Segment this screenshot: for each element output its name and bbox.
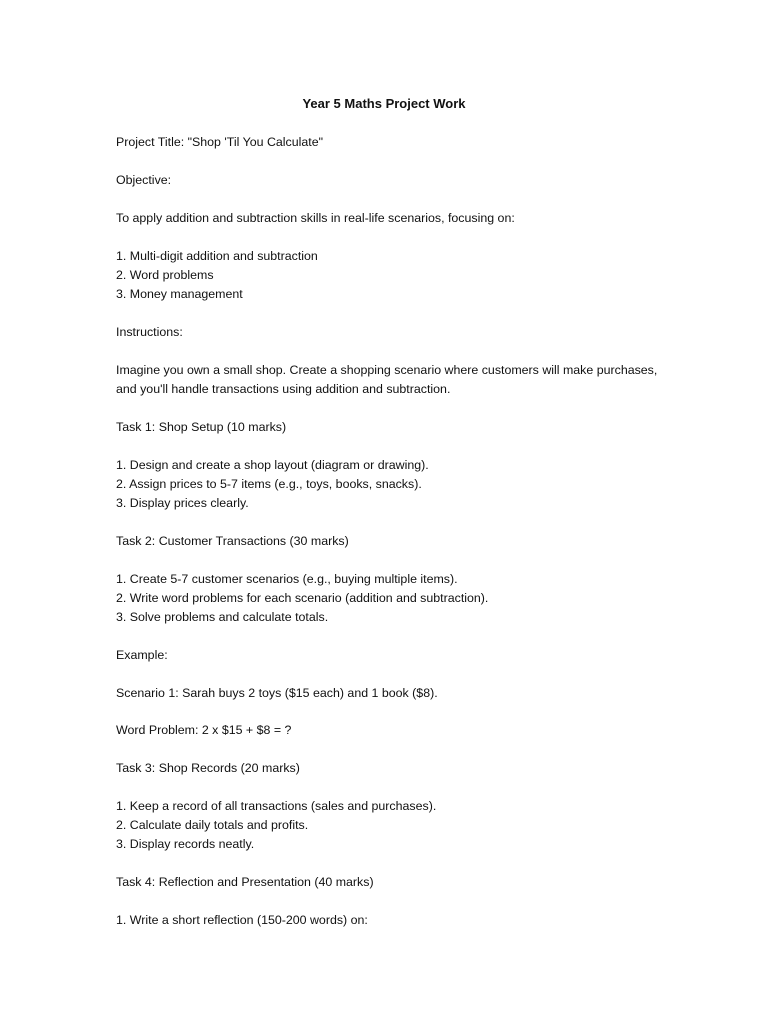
task1-item: 1. Design and create a shop layout (diagram or drawing).: [116, 458, 429, 472]
task2-item: 1. Create 5-7 customer scenarios (e.g., buying multiple items).: [116, 572, 458, 586]
task1-item: 3. Display prices clearly.: [116, 496, 249, 510]
task1-heading: Task 1: Shop Setup (10 marks): [116, 420, 287, 434]
instructions-text-line: and you'll handle transactions using addition and subtraction.: [116, 382, 451, 396]
objective-text: To apply addition and subtraction skills in real-life scenarios, focusing on:: [116, 211, 515, 225]
focus-item: 3. Money management: [116, 287, 243, 301]
task1-item: 2. Assign prices to 5-7 items (e.g., toys, books, snacks).: [116, 477, 422, 491]
example-word-problem: Word Problem: 2 x $15 + $8 = ?: [116, 723, 292, 737]
task3-item: 1. Keep a record of all transactions (sales and purchases).: [116, 799, 437, 813]
task2-item: 2. Write word problems for each scenario (addition and subtraction).: [116, 591, 489, 605]
project-title: Project Title: "Shop 'Til You Calculate": [116, 135, 323, 149]
task3-item: 2. Calculate daily totals and profits.: [116, 818, 309, 832]
task2-item: 3. Solve problems and calculate totals.: [116, 610, 329, 624]
objective-heading: Objective:: [116, 173, 172, 187]
task4-heading: Task 4: Reflection and Presentation (40 marks): [116, 875, 374, 889]
task2-heading: Task 2: Customer Transactions (30 marks): [116, 534, 349, 548]
instructions-heading: Instructions:: [116, 325, 183, 339]
example-heading: Example:: [116, 648, 168, 662]
instructions-text-line: Imagine you own a small shop. Create a shopping scenario where customers will make purchases,: [116, 363, 658, 377]
focus-item: 1. Multi-digit addition and subtraction: [116, 249, 318, 263]
document-title: Year 5 Maths Project Work: [302, 96, 466, 111]
task3-item: 3. Display records neatly.: [116, 837, 255, 851]
task3-heading: Task 3: Shop Records (20 marks): [116, 761, 300, 775]
task4-item: 1. Write a short reflection (150-200 words) on:: [116, 913, 368, 927]
focus-item: 2. Word problems: [116, 268, 214, 282]
example-scenario: Scenario 1: Sarah buys 2 toys ($15 each) and 1 book ($8).: [116, 686, 438, 700]
